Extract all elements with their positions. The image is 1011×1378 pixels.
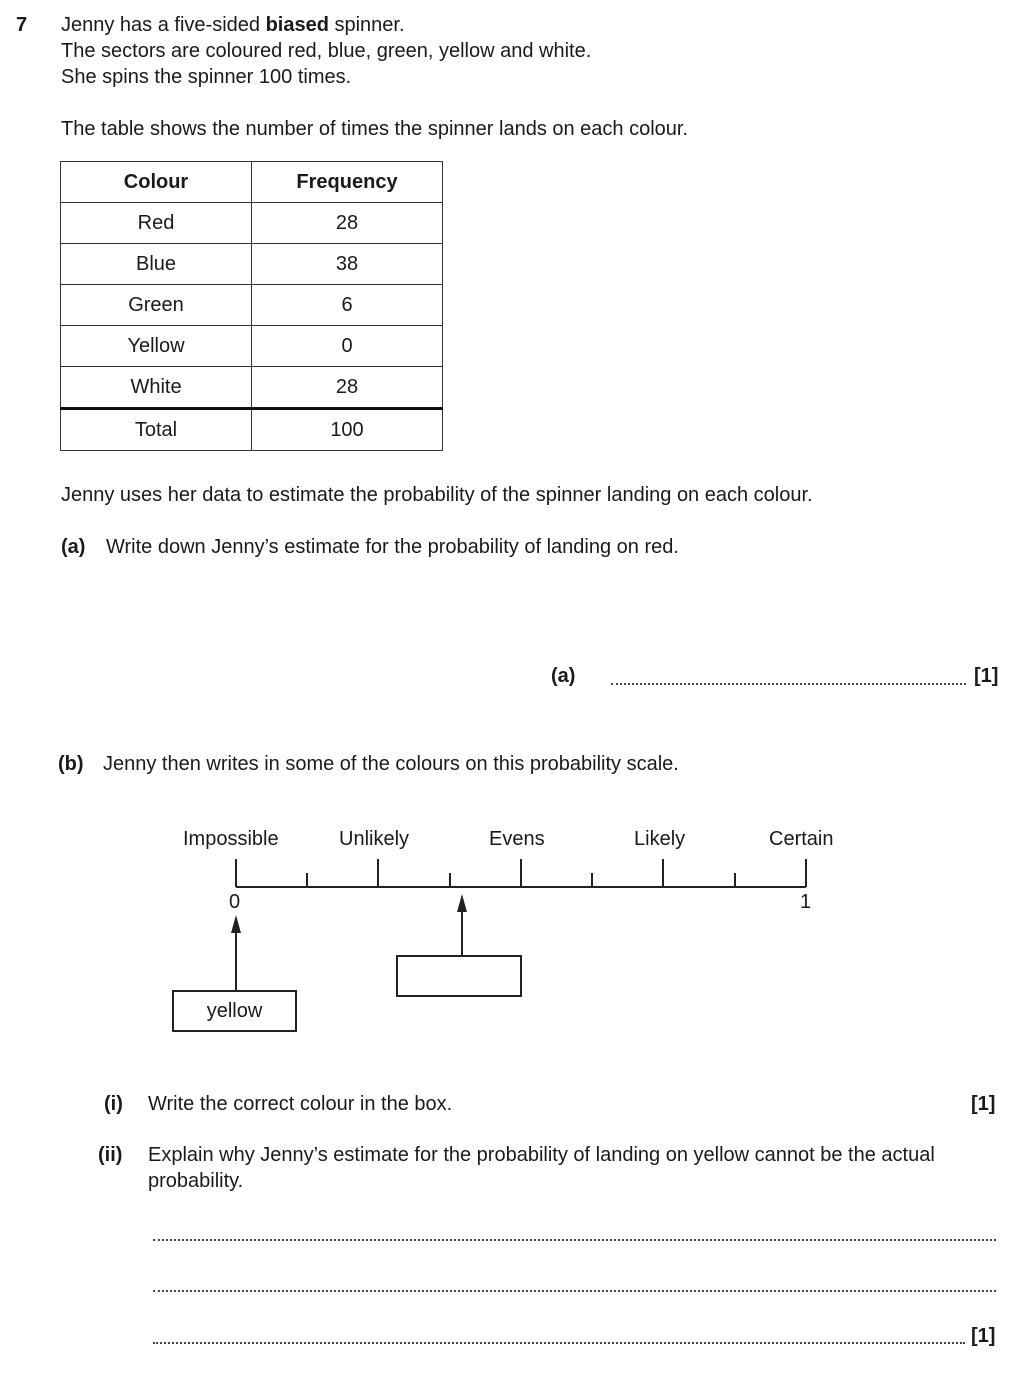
yellow-box-label: yellow [206,1000,263,1022]
intro-line-3: She spins the spinner 100 times. [61,66,352,88]
frequency-cell: 0 [252,326,443,367]
colour-header: Colour [61,162,252,203]
frequency-cell: 28 [252,367,443,409]
blank-arrow-head [457,894,467,912]
scale-start-value: 0 [229,891,241,913]
sub-i-label: (i) [104,1093,123,1115]
colour-cell: Yellow [61,326,252,367]
part-a-label: (a) [61,536,86,558]
sub-ii-text-line2: probability. [148,1170,244,1192]
sub-i-marks: [1] [971,1093,996,1115]
scale-term-impossible: Impossible [183,828,279,850]
part-a-marks: [1] [974,665,999,687]
sub-ii-answer-line-1[interactable] [153,1239,996,1241]
question-number: 7 [16,14,28,36]
colour-cell: Blue [61,244,252,285]
sub-i-text: Write the correct colour in the box. [148,1093,453,1115]
scale-end-value: 1 [800,891,812,913]
colour-cell: White [61,367,252,409]
intro-bold-word: biased [265,14,329,36]
intro-line-1-end: spinner. [328,14,405,36]
sub-ii-label: (ii) [98,1144,123,1166]
frequency-cell: 38 [252,244,443,285]
intro-line-2: The sectors are coloured red, blue, green, yellow and white. [61,40,592,62]
frequency-cell: 6 [252,285,443,326]
sub-ii-text-line1: Explain why Jenny’s estimate for the probability of landing on yellow cannot be the actual [148,1144,935,1166]
scale-term-unlikely: Unlikely [339,828,410,850]
sub-ii-marks: [1] [971,1325,996,1347]
scale-term-evens: Evens [489,828,545,850]
answer-colour-box[interactable] [396,955,522,997]
part-a-answer-label: (a) [551,665,576,687]
frequency-cell: 28 [252,203,443,244]
colour-cell: Red [61,203,252,244]
part-b-label: (b) [58,753,84,775]
colour-cell: Green [61,285,252,326]
yellow-arrow-head [231,915,241,933]
scale-term-certain: Certain [769,828,834,850]
total-value-cell: 100 [252,409,443,451]
sub-ii-answer-line-3[interactable] [153,1342,965,1344]
yellow-box [172,990,297,1032]
sub-ii-answer-line-2[interactable] [153,1290,996,1292]
total-label-cell: Total [61,409,252,451]
frequency-header: Frequency [252,162,443,203]
part-a-text: Write down Jenny’s estimate for the probability of landing on red. [106,536,679,558]
estimate-text: Jenny uses her data to estimate the probability of the spinner landing on each colour. [61,484,813,506]
intro-line-1-start: Jenny has a five-sided [61,14,266,36]
part-b-text: Jenny then writes in some of the colours on this probability scale. [103,753,679,775]
table-intro: The table shows the number of times the spinner lands on each colour. [61,118,689,140]
scale-term-likely: Likely [634,828,686,850]
